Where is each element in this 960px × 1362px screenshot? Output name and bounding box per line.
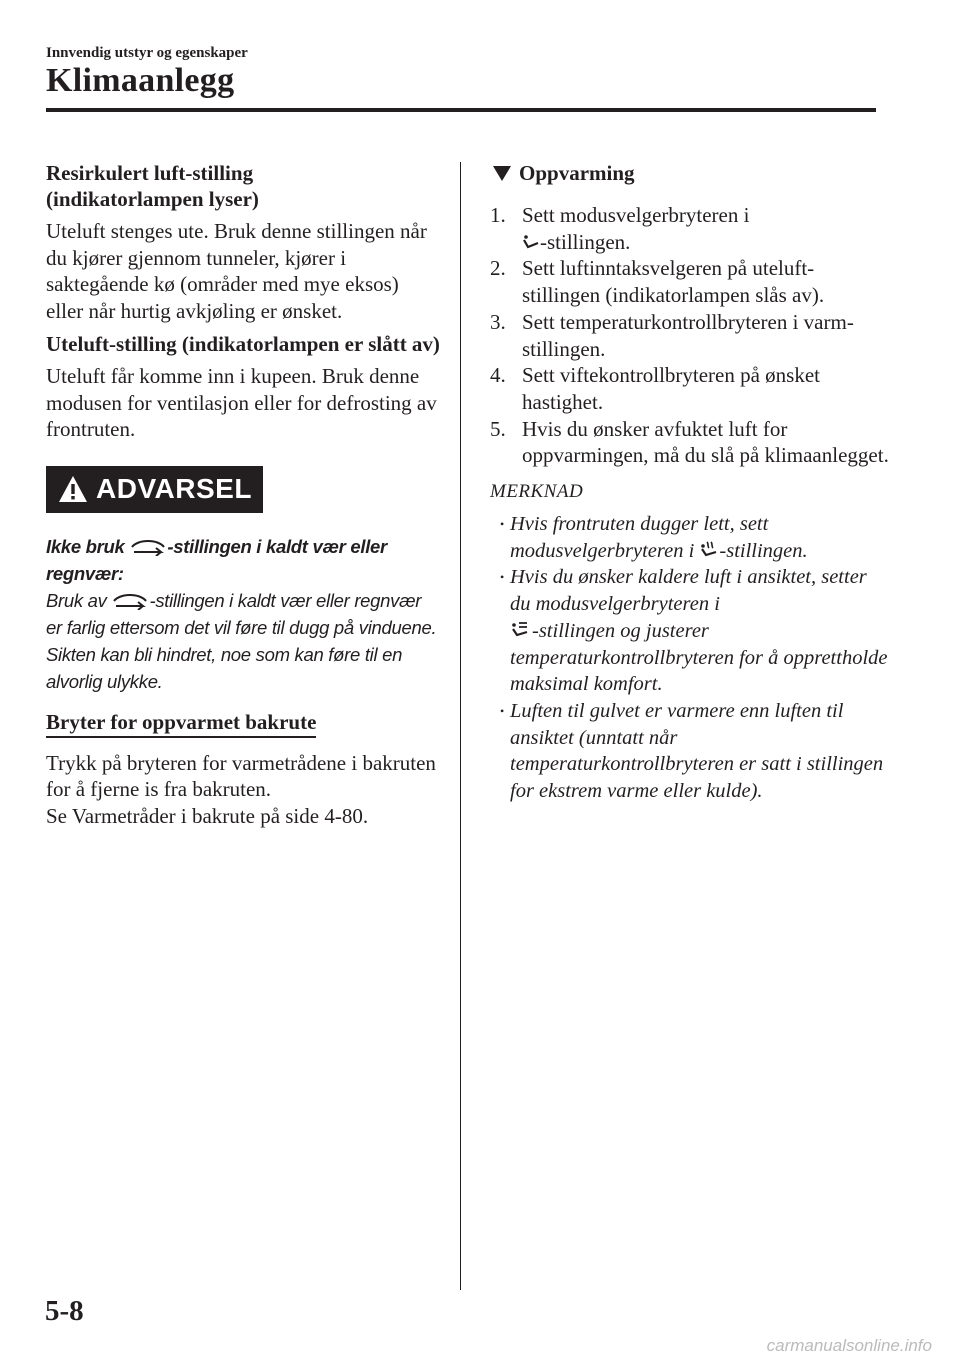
warning-label: ADVARSEL (96, 473, 252, 504)
right-column (490, 160, 890, 805)
list-item: 1. Sett modusvelgerbryteren i -stillingen. (490, 203, 750, 254)
watermark: carmanualsonline.info (766, 1336, 932, 1355)
list-item: • Hvis du ønsker kaldere luft i ansiktet, setter du modusvelgerbryteren i -stillingen og justerer temperaturkontrollbryteren for å opprettholde maksimal komfort. (490, 564, 890, 698)
page-title: Klimaanlegg (46, 62, 235, 99)
outside-heading: Uteluft-stilling (indikatorlampen er slått av) (46, 332, 440, 356)
windshield-outside-air-icon (129, 538, 167, 556)
notes-list (490, 511, 890, 805)
page-number: 5-8 (45, 1295, 84, 1327)
recirc-text: Uteluft stenges ute. Bruk denne stillingen når du kjører gjennom tunneler, kjører i saktegående kø (områder med mye eksos) eller når hurtig avkjøling er ønsket. (46, 219, 427, 323)
floor-mode-icon (522, 234, 540, 252)
warning-triangle-icon (58, 475, 88, 503)
list-item: 3. Sett temperaturkontrollbryteren i varm-stillingen. (490, 309, 854, 361)
rear-defroster-heading: Bryter for oppvarmet bakrute (46, 709, 316, 738)
bi-level-mode-icon (510, 620, 532, 640)
triangle-down-icon (493, 166, 511, 181)
heating-heading: Oppvarming (490, 160, 890, 186)
left-column (46, 160, 441, 829)
outside-text: Uteluft får komme inn i kupeen. Bruk denne modusen for ventilasjon eller for defrosting av frontruten. (46, 364, 437, 441)
section-breadcrumb: Innvendig utstyr og egenskaper (46, 45, 248, 61)
list-item: 4. Sett viftekontrollbryteren på ønsket hastighet. (490, 363, 821, 414)
list-item: • Luften til gulvet er varmere enn luften til ansiktet (unntatt når temperaturkontrollbryteren er satt i stillingen for ekstrem varme eller kulde). (490, 698, 890, 805)
windshield-outside-air-icon (111, 592, 149, 610)
list-item: 5. Hvis du ønsker avfuktet luft for oppvarmingen, må du slå på klimaanlegget. (490, 416, 889, 468)
warning-title: Ikke bruk -stillingen i kaldt vær eller regnvær: (46, 535, 387, 584)
header-rule (46, 108, 876, 112)
warning-body: Bruk av -stillingen i kaldt vær eller regnvær er farlig ettersom det vil føre til dugg på vinduene. Sikten kan bli hindret, noe som kan føre til en alvorlig ulykke. (46, 589, 437, 692)
list-item: 2. Sett luftinntaksvelgeren på uteluft-stillingen (indikatorlampen slås av). (490, 256, 825, 308)
heating-steps (490, 202, 890, 469)
floor-defrost-mode-icon (699, 540, 719, 560)
column-divider (460, 162, 461, 1290)
list-item: • Hvis frontruten dugger lett, sett modusvelgerbryteren i -stillingen. (490, 511, 890, 564)
recirc-heading: Resirkulert luft-stilling (indikatorlampen lyser) (46, 161, 259, 211)
warning-badge (46, 466, 263, 513)
rear-defroster-text: Trykk på bryteren for varmetrådene i bakruten for å fjerne is fra bakruten. Se Varmetråder i bakrute på side 4-80. (46, 750, 436, 828)
note-heading: MERKNAD (490, 481, 584, 503)
